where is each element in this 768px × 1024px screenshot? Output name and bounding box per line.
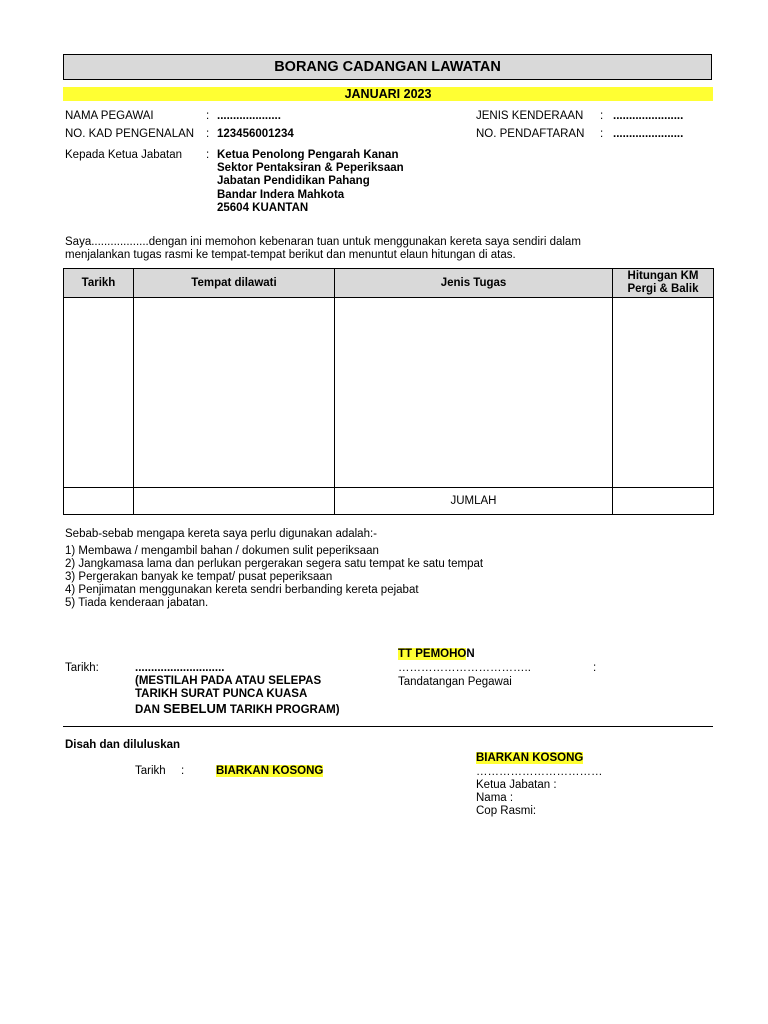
addressee-line: Jabatan Pendidikan Pahang [217,175,370,188]
tt-pemohon-rest: N [466,648,475,660]
total-cell-tempat [134,488,335,515]
approval-tarikh-value: BIARKAN KOSONG [216,765,324,777]
date-note-prefix: DAN [135,704,164,716]
request-line-1: Saya..................dengan ini memohon kebenaran tuan untuk menggunakan kereta saya sendiri dalam [65,236,581,248]
cell-jenis-tugas[interactable] [335,298,613,488]
cell-tarikh[interactable] [64,298,134,488]
visit-table [63,268,714,515]
reason-item: 4) Penjimatan menggunakan kereta sendri berbanding kereta pejabat [65,584,419,596]
date-note-line: (MESTILAH PADA ATAU SELEPAS [135,675,322,687]
total-cell-tarikh [64,488,134,515]
signature-line[interactable]: …………………………….. [398,662,531,674]
approver-placeholder: BIARKAN KOSONG [476,752,584,764]
kepada-sep: : [206,149,210,161]
total-label: JUMLAH [335,488,613,515]
jenis-kenderaan-label: JENIS KENDERAAN [476,110,584,122]
addressee-line: 25604 KUANTAN [217,201,309,214]
no-pendaftaran-sep: : [600,128,604,140]
no-kad-sep: : [206,128,210,140]
jenis-kenderaan-value[interactable]: ...................... [613,110,684,122]
header-hitungan-km [613,269,714,298]
addressee-line: Sektor Pentaksiran & Peperiksaan [217,162,404,175]
no-pendaftaran-value[interactable]: ...................... [613,128,684,140]
reason-item: 2) Jangkamasa lama dan perlukan pergerakan segera satu tempat ke satu tempat [65,558,484,570]
jenis-kenderaan-sep: : [600,110,604,122]
applicant-tarikh-label: Tarikh: [65,662,99,674]
reasons-list [65,545,483,610]
tt-pemohon-highlight: TT PEMOHO [398,648,467,660]
tt-pemohon-label [398,648,475,660]
form-title: BORANG CADANGAN LAWATAN [63,54,712,80]
nama-pegawai-value[interactable]: .................... [217,110,281,122]
approver-nama-label: Nama : [476,792,514,804]
nama-pegawai-sep: : [206,110,210,122]
header-tempat: Tempat dilawati [134,269,335,298]
kepada-label: Kepada Ketua Jabatan [65,149,183,161]
header-hitungan-line1: Hitungan KM [627,270,699,282]
approver-signature-line[interactable]: …………………………… [476,766,603,778]
addressee-line: Ketua Penolong Pengarah Kanan [217,149,399,161]
signature-label: Tandatangan Pegawai [398,676,512,688]
addressee-line: Bandar Indera Mahkota [217,188,345,201]
date-note-line: TARIKH SURAT PUNCA KUASA [135,688,308,700]
cell-hitungan-km[interactable] [613,298,714,488]
approval-tarikh-label: Tarikh [135,765,166,777]
reason-item: 3) Pergerakan banyak ke tempat/ pusat peperiksaan [65,571,333,583]
approval-heading: Disah dan diluluskan [65,739,181,751]
no-kad-label: NO. KAD PENGENALAN [65,128,195,140]
cell-tempat[interactable] [134,298,335,488]
signature-colon: : [593,662,597,674]
header-tarikh: Tarikh [64,269,134,298]
header-jenis-tugas: Jenis Tugas [335,269,613,298]
section-divider [63,726,713,727]
reason-item: 1) Membawa / mengambil bahan / dokumen sulit peperiksaan [65,545,379,557]
reasons-intro: Sebab-sebab mengapa kereta saya perlu digunakan adalah:- [65,528,377,540]
date-note-sebelum: SEBELUM [163,701,227,716]
applicant-tarikh-value[interactable]: ............................ [135,662,225,674]
approver-ketua-label: Ketua Jabatan : [476,779,557,791]
reason-item: 5) Tiada kenderaan jabatan. [65,597,209,609]
request-line-2: menjalankan tugas rasmi ke tempat-tempat berikut dan menuntut elaun hitungan di atas. [65,249,516,261]
addressee-block [217,149,404,215]
header-hitungan-line2: Pergi & Balik [627,283,699,295]
total-value-cell[interactable] [613,488,714,515]
form-month: JANUARI 2023 [63,87,713,101]
date-note-line [135,702,340,717]
no-pendaftaran-label: NO. PENDAFTARAN [476,128,585,140]
nama-pegawai-label: NAMA PEGAWAI [65,110,154,122]
applicant-date-note [135,675,340,717]
approver-cop-label: Cop Rasmi: [476,805,537,817]
approval-tarikh-sep: : [181,765,185,777]
date-note-suffix: TARIKH PROGRAM) [226,704,340,716]
no-kad-value[interactable]: 123456001234 [217,128,294,140]
